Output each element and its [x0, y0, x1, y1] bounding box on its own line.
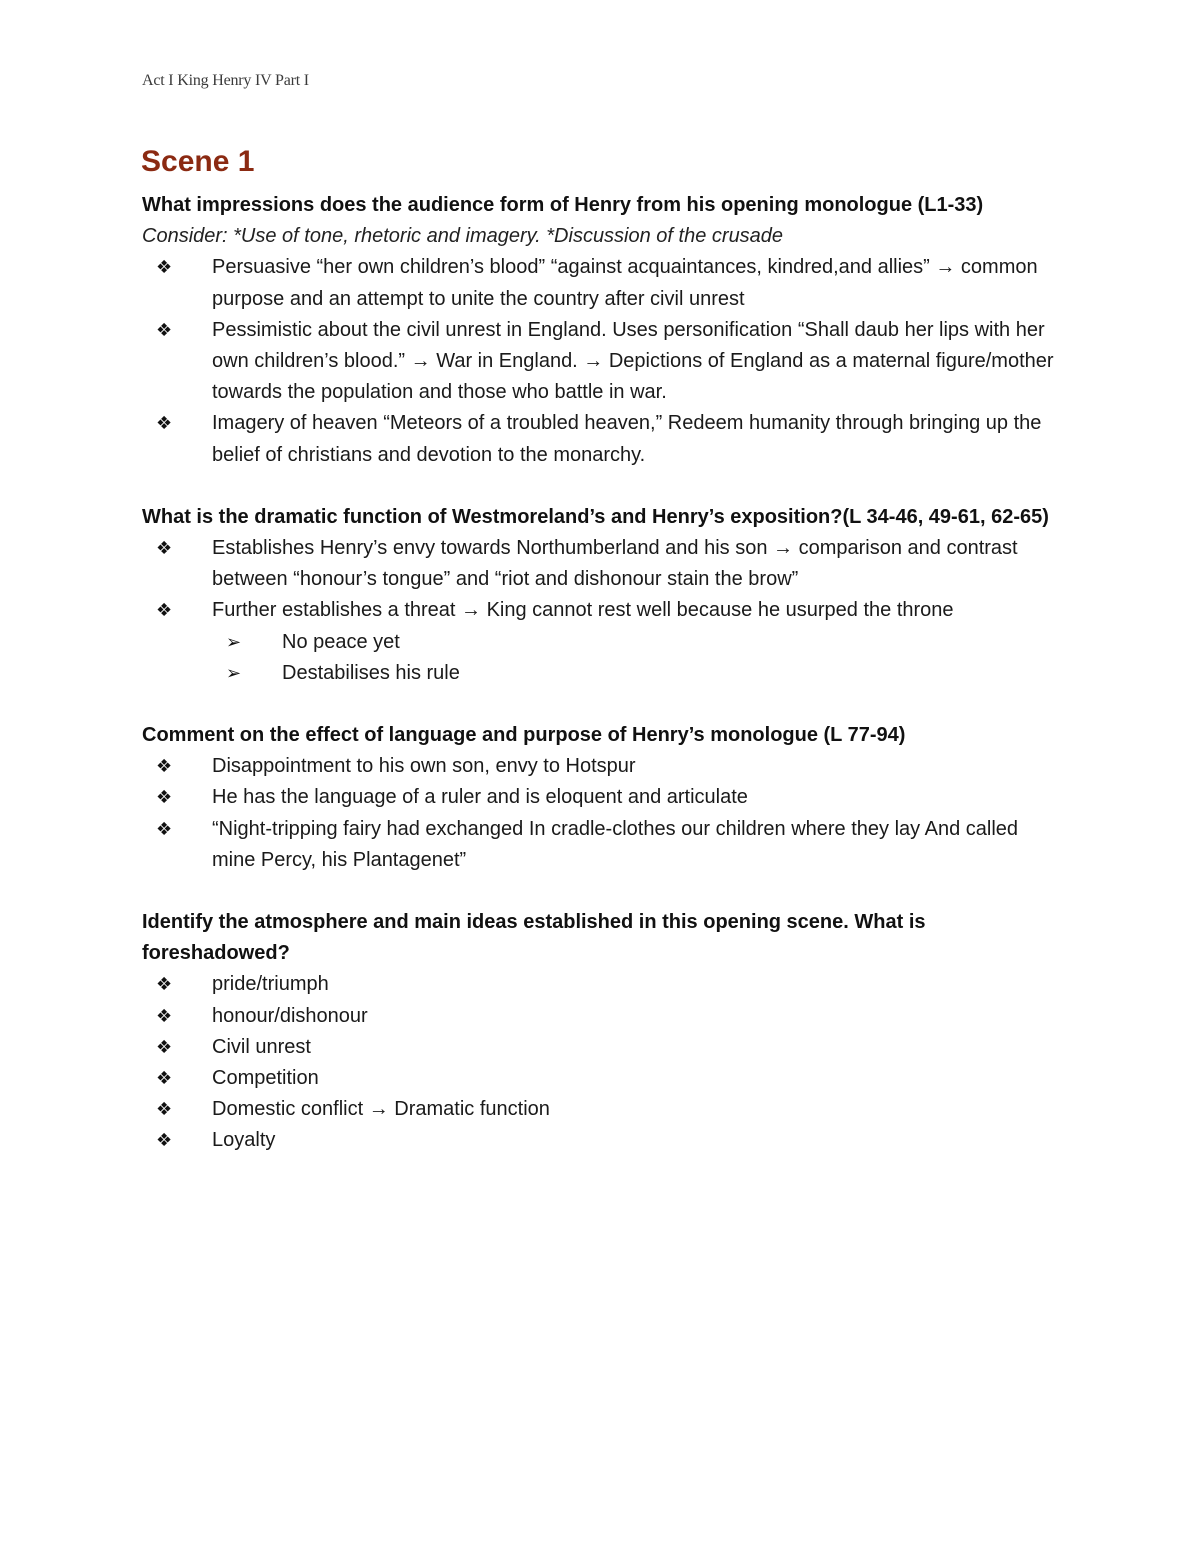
question-heading: What is the dramatic function of Westmoreland’s and Henry’s exposition?(L 34-46, 49-61, 62-65) — [142, 505, 1049, 528]
list-item-text: Persuasive “her own children’s blood” “against acquaintances, kindred,and allies” → common purpose and an attempt to unite the country after civil unrest — [212, 256, 1038, 310]
four-diamond-bullet-icon: ❖ — [156, 1068, 173, 1089]
consider-note: Consider: *Use of tone, rhetoric and imagery. *Discussion of the crusade — [142, 225, 784, 248]
bullet-list — [142, 751, 1062, 876]
section-dramatic-function — [142, 502, 1062, 689]
four-diamond-bullet-icon: ❖ — [156, 319, 173, 340]
list-item-text: Loyalty — [212, 1129, 276, 1152]
list-item-text: He has the language of a ruler and is eloquent and articulate — [212, 786, 748, 809]
scene-title: Scene 1 — [141, 145, 255, 178]
list-item — [142, 1094, 1062, 1125]
section-spacer — [142, 876, 1062, 907]
arrowhead-bullet-icon: ➢ — [226, 662, 242, 683]
running-header: Act I King Henry IV Part I — [142, 72, 309, 89]
list-item-text: pride/triumph — [212, 973, 329, 996]
list-item-text: Domestic conflict → Dramatic function — [212, 1098, 550, 1121]
list-item-text: honour/dishonour — [212, 1004, 368, 1027]
list-item-text: Establishes Henry’s envy towards Northumberland and his son → comparison and contrast between “honour’s tongue” and “riot and dishonour stain the brow” — [212, 537, 1018, 591]
sub-list-item-text: Destabilises his rule — [282, 661, 460, 684]
four-diamond-bullet-icon: ❖ — [156, 1130, 173, 1151]
list-item — [142, 1032, 1062, 1063]
list-item-text: Imagery of heaven “Meteors of a troubled heaven,” Redeem humanity through bringing up the belief of christians and devotion to the monarchy. — [212, 412, 1042, 466]
document-body — [142, 190, 1062, 1157]
list-item — [142, 782, 1062, 813]
four-diamond-bullet-icon: ❖ — [156, 413, 173, 434]
four-diamond-bullet-icon: ❖ — [156, 538, 173, 559]
list-item — [142, 969, 1062, 1000]
question-heading: Comment on the effect of language and purpose of Henry’s monologue (L 77-94) — [142, 724, 906, 747]
question-heading: Identify the atmosphere and main ideas established in this opening scene. What is foreshadowed? — [142, 911, 926, 965]
section-language-purpose — [142, 720, 1062, 876]
section-spacer — [142, 689, 1062, 720]
four-diamond-bullet-icon: ❖ — [156, 1099, 173, 1120]
list-item-text: Competition — [212, 1067, 319, 1090]
arrowhead-bullet-icon: ➢ — [226, 631, 242, 652]
list-item-text: Further establishes a threat → King cannot rest well because he usurped the throne — [212, 599, 954, 622]
question-heading: What impressions does the audience form of Henry from his opening monologue (L1-33) — [142, 194, 984, 216]
list-item — [142, 751, 1062, 782]
list-item — [142, 408, 1062, 470]
sub-list-item — [212, 627, 1062, 658]
list-item-text: Civil unrest — [212, 1035, 311, 1058]
list-item — [142, 315, 1062, 409]
bullet-list — [142, 969, 1062, 1156]
sub-list-item — [212, 658, 1062, 689]
sub-bullet-list — [212, 627, 1062, 689]
list-item-text: Disappointment to his own son, envy to Hotspur — [212, 755, 636, 778]
bullet-list — [142, 252, 1062, 470]
bullet-list — [142, 533, 1062, 689]
four-diamond-bullet-icon: ❖ — [156, 818, 173, 839]
section-atmosphere — [142, 907, 1062, 1157]
four-diamond-bullet-icon: ❖ — [156, 787, 173, 808]
four-diamond-bullet-icon: ❖ — [156, 756, 173, 777]
list-item — [142, 595, 1062, 689]
list-item — [142, 1125, 1062, 1156]
four-diamond-bullet-icon: ❖ — [156, 600, 173, 621]
section-opening-monologue — [142, 190, 1062, 471]
list-item — [142, 1063, 1062, 1094]
list-item — [142, 814, 1062, 876]
list-item — [142, 252, 1062, 314]
list-item-text: “Night-tripping fairy had exchanged In cradle-clothes our children where they lay And called mine Percy, his Plantagenet” — [212, 817, 1019, 871]
list-item — [142, 533, 1062, 595]
sub-list-item-text: No peace yet — [282, 630, 400, 653]
four-diamond-bullet-icon: ❖ — [156, 1005, 173, 1026]
list-item — [142, 1001, 1062, 1032]
list-item-text: Pessimistic about the civil unrest in England. Uses personification “Shall daub her lips with her own children’s blood.” → War in England. → Depictions of England as a maternal figure/mother towards the population and those who battle in war. — [212, 318, 1054, 404]
section-spacer — [142, 471, 1062, 502]
four-diamond-bullet-icon: ❖ — [156, 1036, 173, 1057]
four-diamond-bullet-icon: ❖ — [156, 974, 173, 995]
four-diamond-bullet-icon: ❖ — [156, 257, 173, 278]
